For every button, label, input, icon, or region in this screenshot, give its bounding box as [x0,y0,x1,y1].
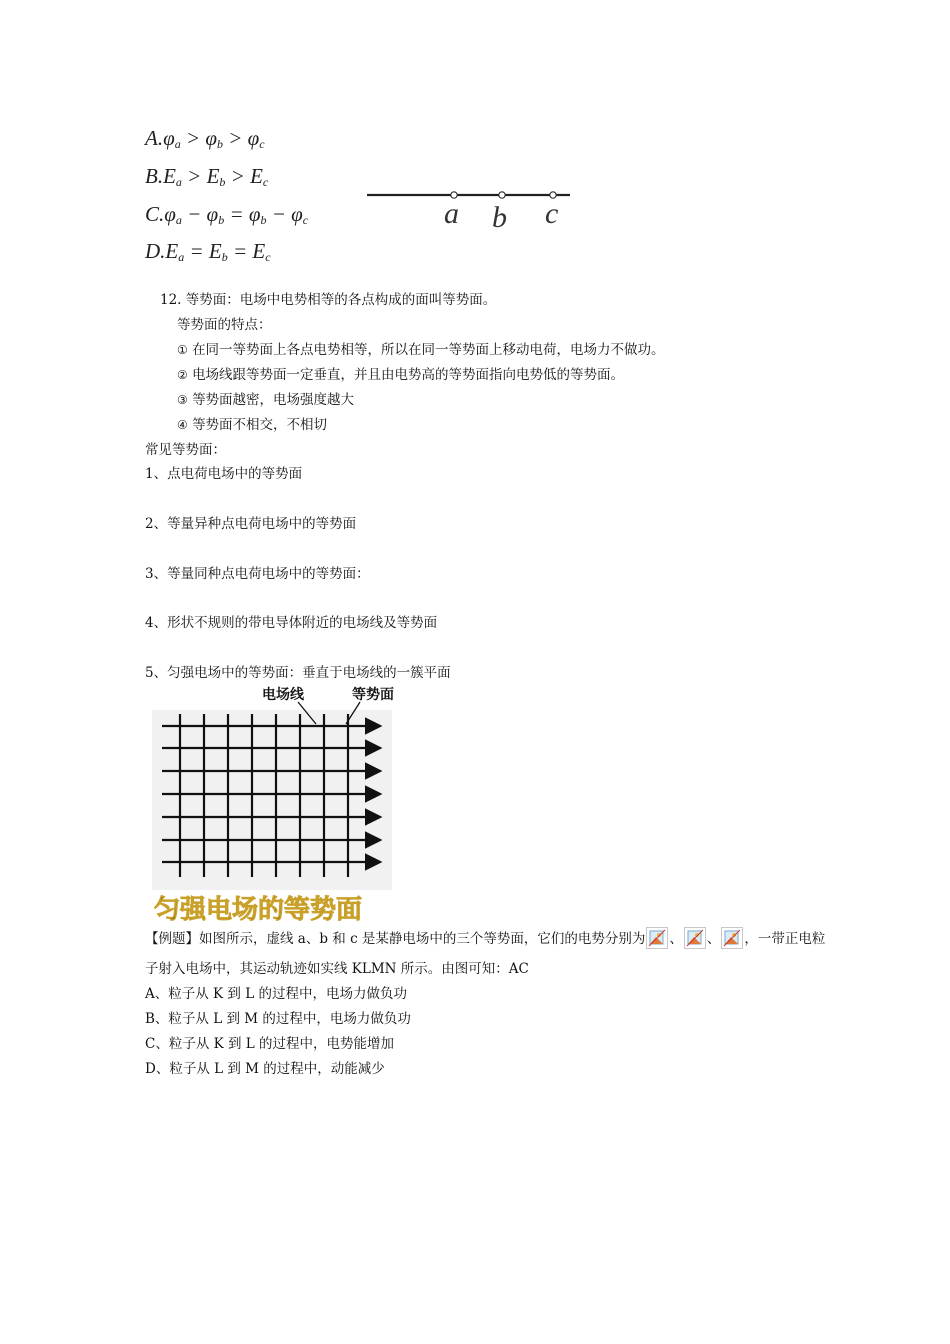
expr-sub: c [302,213,309,227]
expr-sub: c [265,250,271,264]
option-letter: B. [145,164,164,188]
expr-sub: c [259,137,265,151]
expr-part: > φ [223,126,260,150]
option-letter: D. [145,239,166,263]
section-12-title: 12. 等势面：电场中电势相等的各点构成的面叫等势面。 [160,292,497,308]
feature-num: ② [177,368,188,382]
expr-sub: a [178,250,185,264]
example-stem-part: 如图所示，虚线 a、b 和 c 是某静电场中的三个等势面，它们的电势分别为 [199,931,646,947]
feature-item [177,365,624,385]
option-letter: A. [145,126,164,150]
common-item: 1、点电荷电场中的等势面 [145,466,303,482]
expr-sub: b [260,213,267,227]
expr-part: E [163,164,176,188]
bracket-open: 【 [145,931,159,947]
common-item: 5、匀强电场中的等势面：垂直于电场线的一簇平面 [145,665,451,681]
field-line-label: 电场线 [262,687,304,703]
expr-part: − φ [181,202,219,226]
example-stem [145,927,825,949]
uniform-field-figure [150,682,420,924]
expr-part: φ [164,202,176,226]
expr-sub: b [219,175,226,189]
expr-part: > φ [180,126,217,150]
option-b [145,164,268,190]
option-a [145,126,265,152]
expr-sub: b [221,250,228,264]
separator: 、 [669,931,683,947]
expr-sub: b [217,137,223,151]
example-option-d: D、粒子从 L 到 M 的过程中，动能减少 [145,1061,385,1077]
example-option-c: C、粒子从 K 到 L 的过程中，电势能增加 [145,1036,395,1052]
common-item: 2、等量异种点电荷电场中的等势面 [145,516,357,532]
example-option-b: B、粒子从 L 到 M 的过程中，电场力做负功 [145,1011,411,1027]
expr-part: E [165,239,179,263]
label-a: a [444,197,459,230]
feature-num: ③ [177,393,188,407]
option-letter: C. [145,202,165,226]
broken-image-icon [684,927,706,949]
feature-text: 等势面不相交，不相切 [192,417,328,433]
feature-item [177,340,665,360]
expr-sub: a [175,213,182,227]
expr-part: > E [225,164,263,188]
feature-num: ① [177,343,188,357]
expr-part: = φ [224,202,261,226]
label-b: b [492,201,507,234]
separator: 、 [706,931,721,947]
point-b [499,192,505,198]
feature-item [177,390,354,410]
expr-sub: c [262,175,269,189]
expr-sub: b [218,213,225,227]
expr-part: > E [181,164,220,188]
expr-part: = E [227,239,266,263]
example-stem-line2: 子射入电场中，其运动轨迹如实线 KLMN 所示。由图可知：AC [145,961,529,977]
expr-part: − φ [266,202,303,226]
common-heading: 常见等势面： [145,442,226,458]
common-item: 4、形状不规则的带电导体附近的电场线及等势面 [145,615,438,631]
bracket-close: 】 [185,931,199,947]
feature-num: ④ [177,418,188,432]
line-figure [365,180,575,235]
option-c [145,202,308,228]
label-c: c [545,197,559,230]
features-heading: 等势面的特点： [177,317,272,333]
example-tag: 例题 [158,931,186,947]
feature-text: 在同一等势面上各点电势相等，所以在同一等势面上移动电荷，电场力不做功。 [192,342,665,358]
broken-image-icon [721,927,743,949]
expr-part: φ [163,126,175,150]
example-option-a: A、粒子从 K 到 L 的过程中，电场力做负功 [145,986,407,1002]
option-d [145,239,271,265]
feature-text: 电场线跟等势面一定垂直，并且由电势高的等势面指向电势低的等势面。 [192,367,625,383]
broken-image-icon [646,927,668,949]
example-stem-part: ，一带正电粒 [744,931,826,947]
feature-item [177,415,327,435]
expr-sub: a [175,175,182,189]
feature-text: 等势面越密，电场强度越大 [192,392,355,408]
equipotential-label: 等势面 [352,687,394,703]
expr-sub: a [174,137,181,151]
figure-caption: 匀强电场的等势面 [154,895,363,924]
common-item: 3、等量同种点电荷电场中的等势面： [145,566,370,582]
expr-part: = E [184,239,222,263]
